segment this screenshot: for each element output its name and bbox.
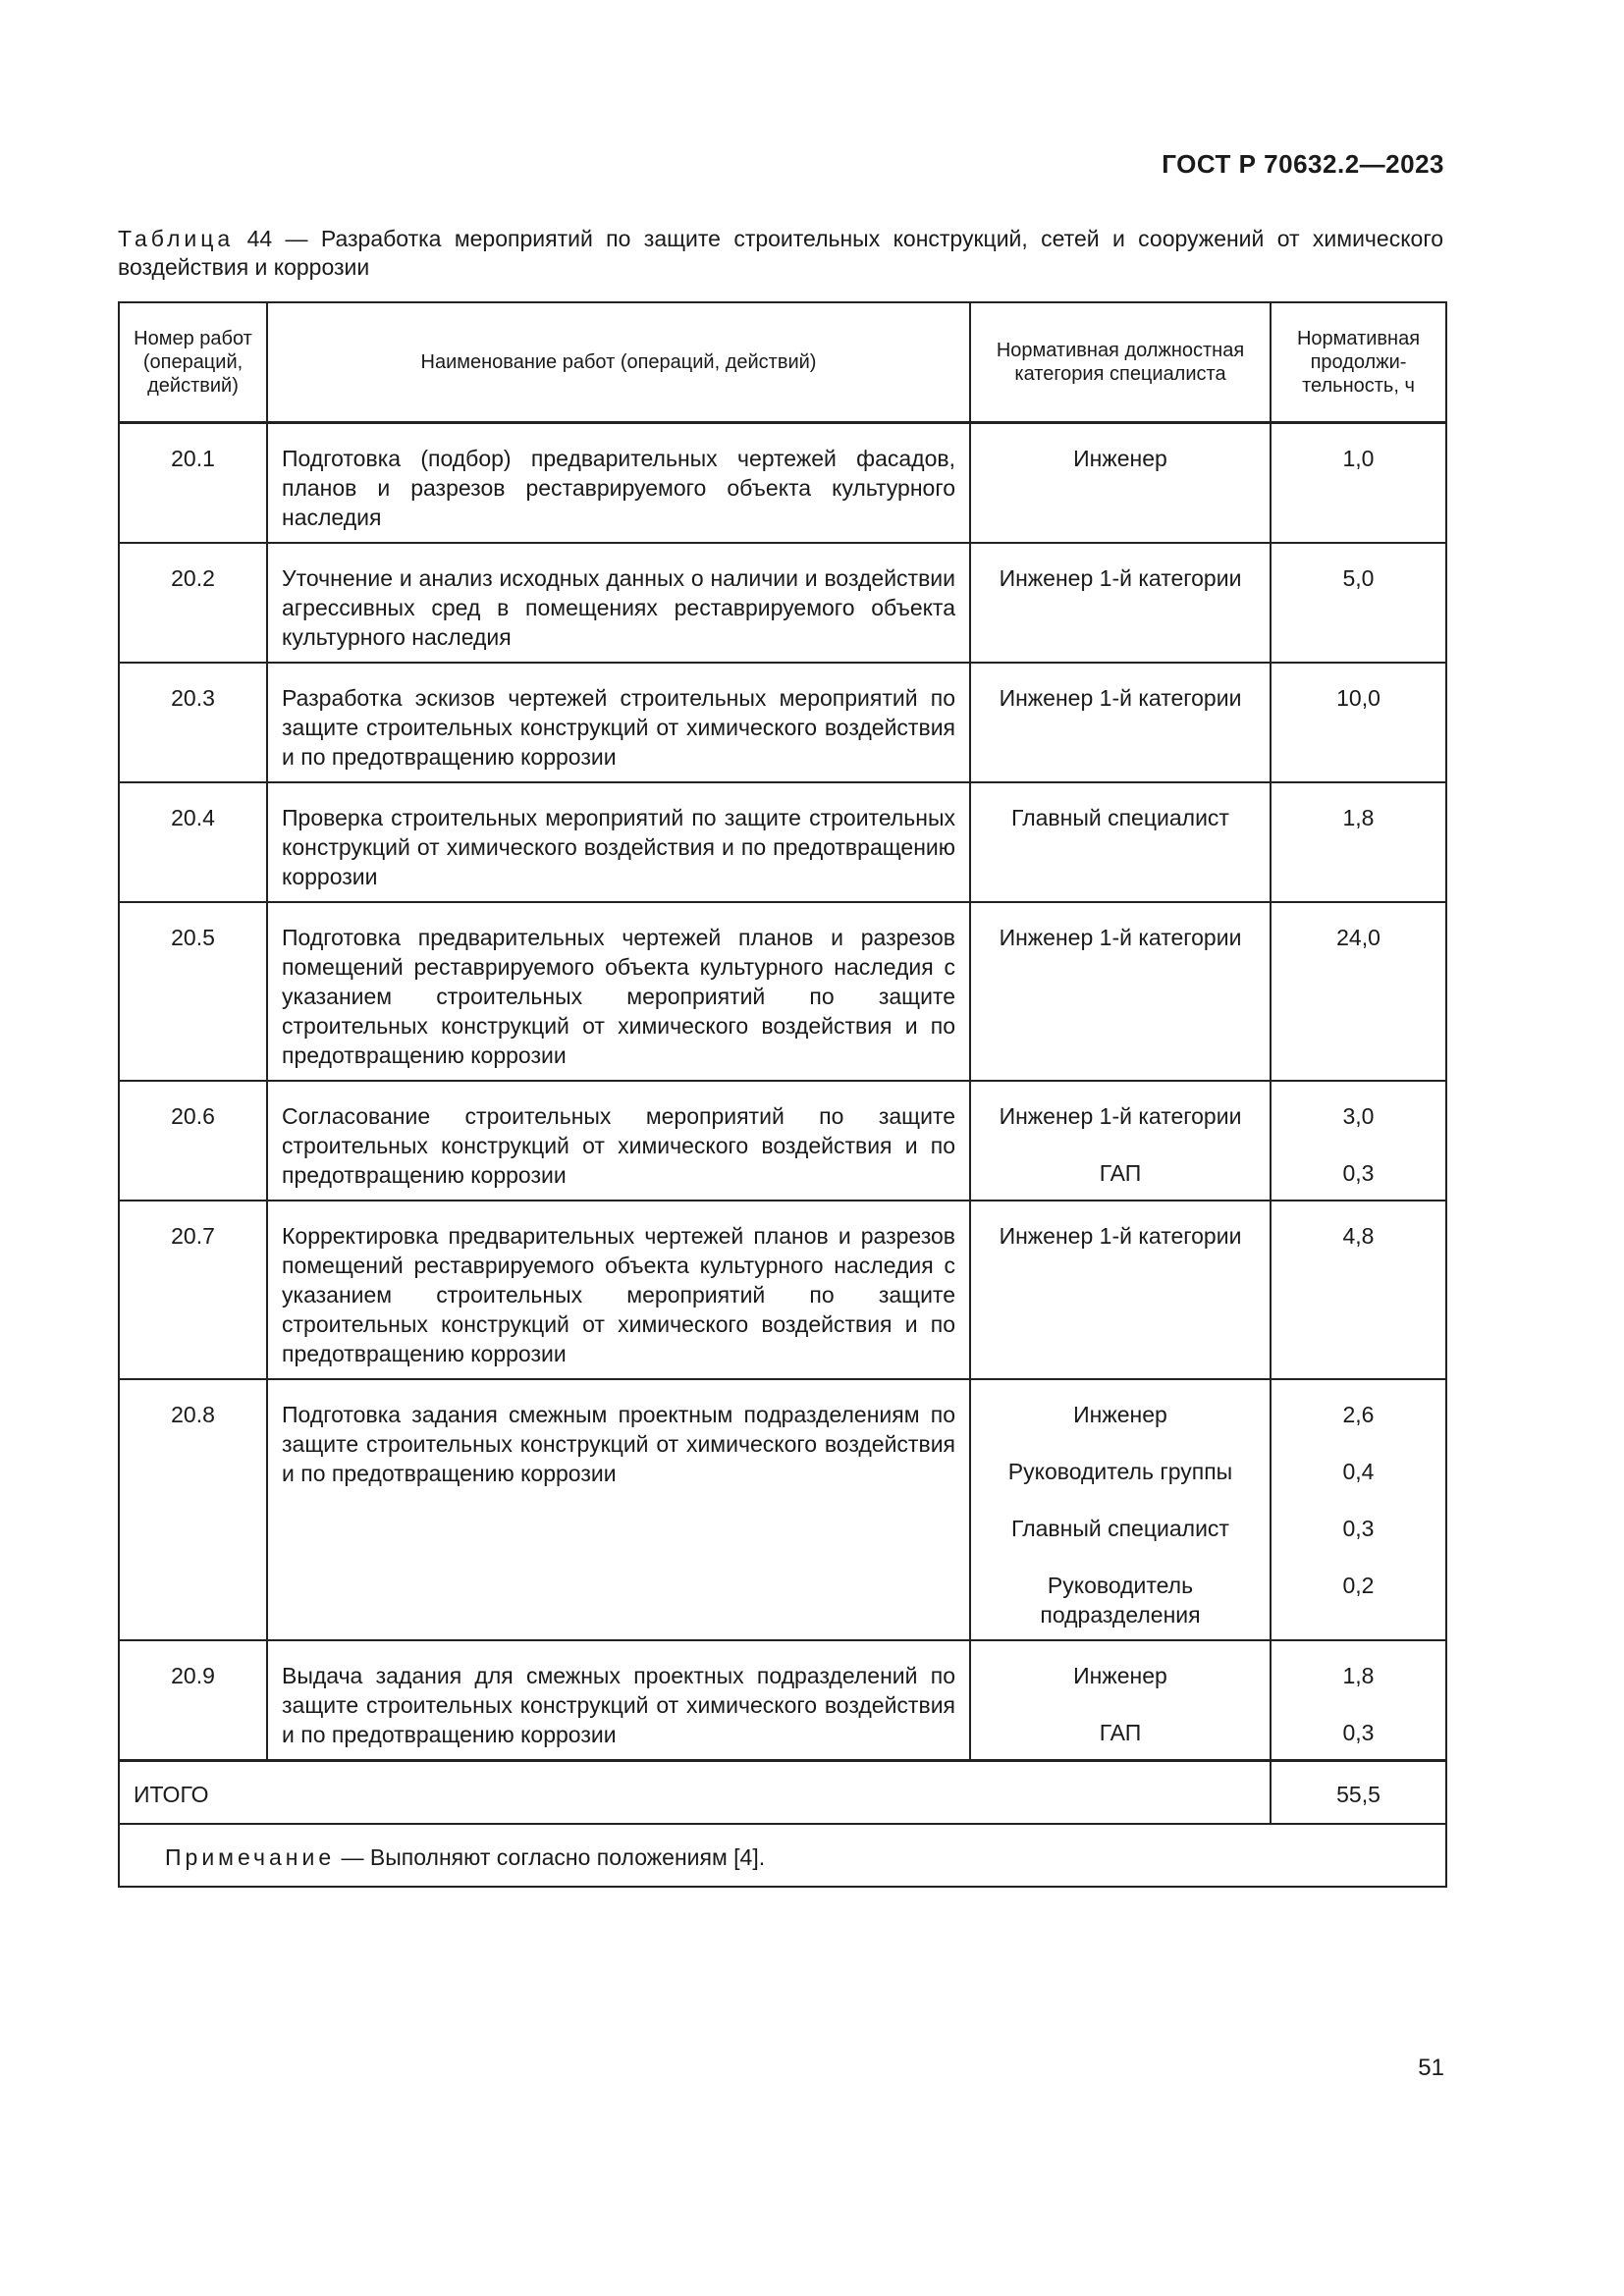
work-number: 20.2	[119, 543, 267, 663]
table-note	[119, 1824, 1446, 1887]
duration-value: 1,8	[1342, 804, 1375, 830]
work-number: 20.7	[119, 1201, 267, 1379]
specialist-category: Инженер 1-й категории	[999, 924, 1242, 950]
specialist-category: Инженер 1-й категории	[999, 684, 1242, 711]
header-category: Нормативная должностная категория специалиста	[970, 302, 1271, 422]
specialist-category-cell	[970, 1081, 1271, 1201]
specialist-category: Инженер 1-й категории	[999, 1222, 1242, 1249]
duration-value: 0,3	[1342, 1515, 1375, 1541]
work-number: 20.4	[119, 782, 267, 902]
work-number: 20.3	[119, 663, 267, 782]
header-name: Наименование работ (операций, действий)	[267, 302, 970, 422]
work-description: Разработка эскизов чертежей строительных мероприятий по защите строительных конструкций от химического воздействия и по предотвращению коррозии	[267, 663, 970, 782]
specialist-category-cell	[970, 422, 1271, 543]
work-number: 20.9	[119, 1640, 267, 1761]
table-row	[119, 1081, 1446, 1201]
specialist-category-cell	[970, 1379, 1271, 1640]
table-header-row	[119, 302, 1446, 422]
duration-cell	[1271, 1640, 1446, 1761]
duration-value: 10,0	[1336, 684, 1380, 711]
work-number: 20.1	[119, 422, 267, 543]
page-number: 51	[1418, 2055, 1444, 2081]
document-code: ГОСТ Р 70632.2—2023	[1162, 149, 1444, 179]
duration-cell	[1271, 1201, 1446, 1379]
total-label: ИТОГО	[119, 1760, 1271, 1824]
table-row	[119, 663, 1446, 782]
duration-value: 0,3	[1342, 1719, 1375, 1745]
work-description: Согласование строительных мероприятий по защите строительных конструкций от химического воздействия и по предотвращению коррозии	[267, 1081, 970, 1201]
duration-cell	[1271, 1081, 1446, 1201]
specialist-category-cell	[970, 1640, 1271, 1761]
table-body	[119, 422, 1446, 1760]
duration-value: 4,8	[1342, 1222, 1375, 1249]
specialist-category: Главный специалист	[1011, 1515, 1229, 1541]
work-number: 20.8	[119, 1379, 267, 1640]
specialist-category-cell	[970, 543, 1271, 663]
specialist-category: Руководитель подразделения	[1040, 1572, 1201, 1628]
table-row	[119, 1640, 1446, 1761]
table-row	[119, 902, 1446, 1081]
table-row	[119, 422, 1446, 543]
specialist-category: ГАП	[1099, 1719, 1142, 1745]
caption-text: 44 — Разработка мероприятий по защите строительных конструкций, сетей и сооружений от химического воздействия и коррозии	[118, 226, 1443, 280]
duration-value: 5,0	[1342, 564, 1375, 591]
duration-cell	[1271, 663, 1446, 782]
duration-value: 1,8	[1342, 1662, 1375, 1688]
works-table	[118, 301, 1447, 1888]
work-description: Подготовка предварительных чертежей планов и разрезов помещений реставрируемого объекта культурного наследия с указанием строительных мероприятий по защите строительных конструкций от химического воздействия и по предотвращению коррозии	[267, 902, 970, 1081]
table-container	[118, 301, 1445, 1888]
duration-cell	[1271, 422, 1446, 543]
specialist-category: Инженер	[1073, 1662, 1167, 1688]
specialist-category-cell	[970, 663, 1271, 782]
duration-value: 2,6	[1342, 1401, 1375, 1427]
specialist-category: Главный специалист	[1011, 804, 1229, 830]
duration-cell	[1271, 902, 1446, 1081]
table-caption	[118, 225, 1443, 282]
note-label: Примечание	[165, 1843, 336, 1870]
work-description: Подготовка задания смежным проектным подразделениям по защите строительных конструкций от химического воздействия и по предотвращению коррозии	[267, 1379, 970, 1640]
duration-value: 0,2	[1342, 1572, 1375, 1598]
specialist-category: ГАП	[1099, 1159, 1142, 1186]
work-description: Корректировка предварительных чертежей планов и разрезов помещений реставрируемого объекта культурного наследия с указанием строительных мероприятий по защите строительных конструкций от химического воздействия и по предотвращению коррозии	[267, 1201, 970, 1379]
work-number: 20.5	[119, 902, 267, 1081]
specialist-category: Инженер 1-й категории	[999, 1102, 1242, 1129]
duration-cell	[1271, 1379, 1446, 1640]
total-row	[119, 1760, 1446, 1824]
table-row	[119, 1201, 1446, 1379]
duration-value: 1,0	[1342, 445, 1375, 471]
specialist-category: Руководитель группы	[1007, 1458, 1233, 1484]
note-text: — Выполняют согласно положениям [4].	[341, 1843, 766, 1870]
work-number: 20.6	[119, 1081, 267, 1201]
specialist-category: Инженер 1-й категории	[999, 564, 1242, 591]
duration-value: 24,0	[1336, 924, 1380, 950]
duration-cell	[1271, 782, 1446, 902]
work-description: Выдача задания для смежных проектных подразделений по защите строительных конструкций от химического воздействия и по предотвращению коррозии	[267, 1640, 970, 1761]
duration-cell	[1271, 543, 1446, 663]
total-value: 55,5	[1271, 1760, 1446, 1824]
table-row	[119, 782, 1446, 902]
specialist-category-cell	[970, 902, 1271, 1081]
table-row	[119, 1379, 1446, 1640]
specialist-category-cell	[970, 782, 1271, 902]
work-description: Проверка строительных мероприятий по защите строительных конструкций от химического воздействия и по предотвращению коррозии	[267, 782, 970, 902]
duration-value: 0,4	[1342, 1458, 1375, 1484]
caption-label: Таблица	[118, 226, 235, 251]
specialist-category: Инженер	[1073, 445, 1167, 471]
duration-value: 3,0	[1342, 1102, 1375, 1129]
note-row	[119, 1824, 1446, 1887]
work-description: Подготовка (подбор) предварительных чертежей фасадов, планов и разрезов реставрируемого объекта культурного наследия	[267, 422, 970, 543]
table-row	[119, 543, 1446, 663]
work-description: Уточнение и анализ исходных данных о наличии и воздействии агрессивных сред в помещениях реставрируемого объекта культурного наследия	[267, 543, 970, 663]
header-num: Номер работ (операций, действий)	[119, 302, 267, 422]
specialist-category-cell	[970, 1201, 1271, 1379]
specialist-category: Инженер	[1073, 1401, 1167, 1427]
duration-value: 0,3	[1342, 1159, 1375, 1186]
header-duration: Нормативная продолжи-тельность, ч	[1271, 302, 1446, 422]
